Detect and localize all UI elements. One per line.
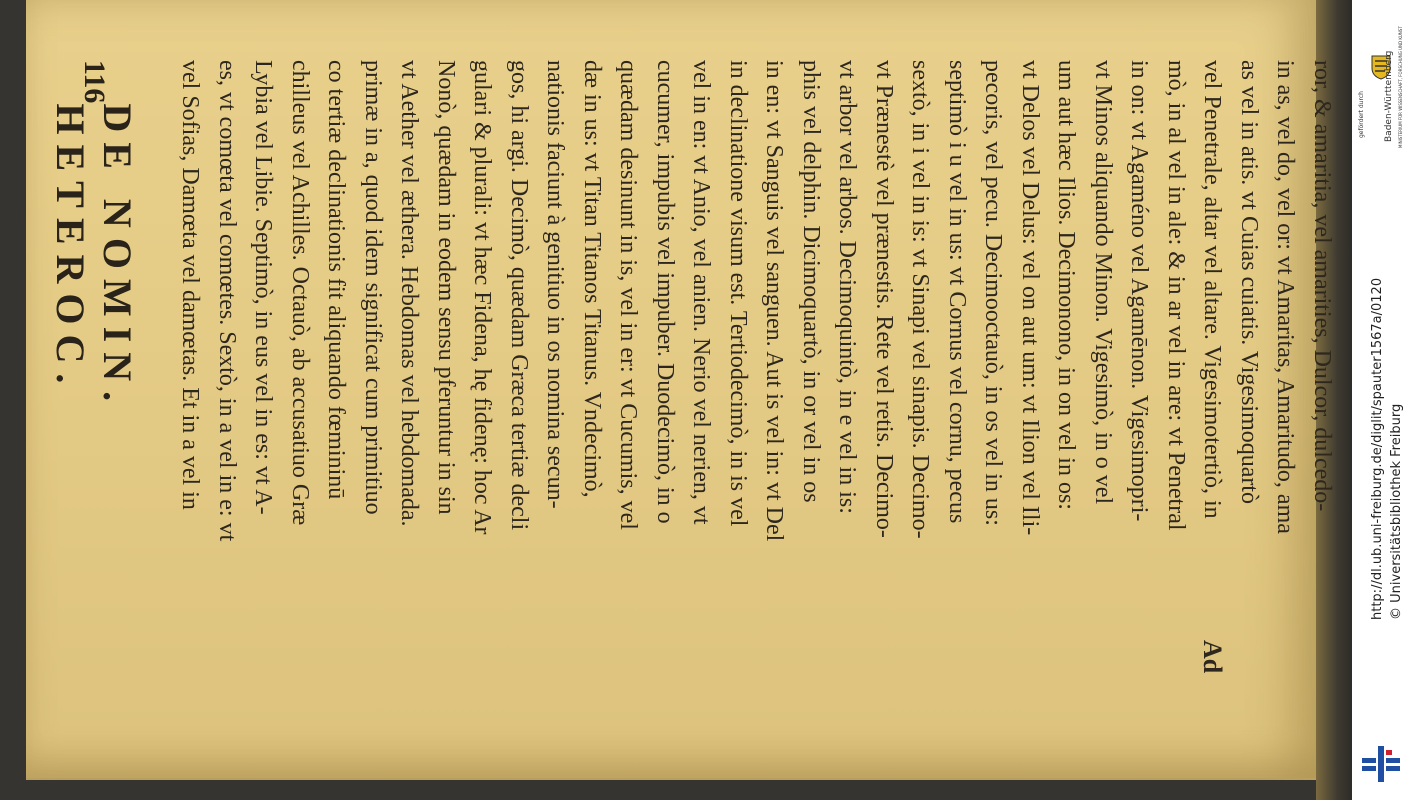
- text-line: pecoris, vel pecu. Decimooctauò, in os vel in us:: [980, 60, 1007, 526]
- text-line: gulari & plurali: vt hæc Fidena, hę fidenę: hoc Ar: [469, 60, 496, 535]
- text-line: sextò, in i vel in is: vt Sinapi vel sinapis. Decimo-: [907, 60, 934, 539]
- rotated-page-content: [27, 0, 1335, 776]
- text-line: in declinatione visum est. Tertiodecimò, in is vel: [725, 60, 751, 527]
- text-line: phis vel delphin. Dicimoquartò, in or vel in os: [798, 60, 824, 503]
- running-head: DE NOMIN. HETEROC.: [48, 103, 140, 412]
- text-line: vt Minos aliquando Minon. Vigesimò, in o vel: [1090, 60, 1116, 505]
- text-line: vt Delos vel Delus: vel on aut um: vt Ilion vel Ili-: [1017, 60, 1043, 536]
- text-line: co tertiæ declinationis fit aliquando fœmininū: [323, 60, 350, 500]
- text-line: es, vt comœta vel comœtes. Sextò, in a vel in e: vt: [214, 60, 240, 542]
- text-line: ror, & amaritia, vel amarities, Dulcor, dulcedo-: [1309, 60, 1335, 512]
- library-logo-icon: [1358, 744, 1404, 784]
- text-line: quædam desinunt in is, vel in er: vt Cucumis, vel: [615, 60, 642, 530]
- text-line: in on: vt Agaméno vel Agamēnon. Vigesimopri-: [1126, 60, 1153, 522]
- text-line: vel Sofias, Damœta vel damœtas. Et in a vel in: [177, 60, 204, 510]
- text-line: in as, vel do, vel or: vt Amaritas, Amaritudo, ama: [1272, 60, 1299, 534]
- text-line: vt Prænestè vel prænestis. Rete vel retis. Decimo-: [871, 60, 897, 538]
- funder-logo: [1354, 26, 1407, 150]
- text-line: Nonò, quædam in eodem sensu pferuntur in sin: [433, 60, 459, 515]
- text-line: primæ in a, quod idem significat cum primitiuo: [360, 60, 386, 515]
- text-line: nationis faciunt à genitiuo in os nomina secun-: [542, 60, 569, 509]
- funder-name: Baden-Württemberg: [1384, 50, 1394, 142]
- text-line: gos, hi argi. Decimò, quædam Græca tertiæ decli: [506, 60, 532, 531]
- text-line: in en: vt Sanguis vel sanguen. Aut is vel in: vt Del: [761, 60, 788, 542]
- funder-ministry: MINISTERIUM FÜR WISSENSCHAFT, FORSCHUNG UND KUNST: [1398, 26, 1403, 148]
- text-line: vt Aether vel æthera. Hebdomas vel hebdomada.: [396, 60, 423, 527]
- text-line: dæ in us: vt Titan Titanos Titanus. Vndecimò,: [579, 60, 605, 498]
- text-line: as vel in atis. vt Cuias cuiatis. Vigesimoquartò: [1236, 60, 1262, 505]
- text-line: mò, in al vel in ale: & in ar vel in are: vt Penetral: [1163, 60, 1189, 531]
- copyright-notice: © Universitätsbibliothek Freiburg: [1389, 403, 1404, 620]
- funder-caption: gefördert durch: [1358, 91, 1365, 138]
- permalink-url[interactable]: http://dl.ub.uni-freiburg.de/diglit/spauter1567a/0120: [1370, 277, 1385, 620]
- text-line: um aut hæc Ilios. Decimonono, in on vel in os:: [1053, 60, 1080, 510]
- text-line: vt arbor vel arbos. Decimoquintò, in e vel in is:: [834, 60, 861, 514]
- text-line: vel in en: vt Anio, vel anien. Nerio vel nerien, vt: [688, 60, 715, 525]
- catchword: Ad: [1198, 640, 1227, 674]
- text-line: vel Penetrale, altar vel altare. Vigesimotertiò, in: [1199, 60, 1226, 519]
- page-header: [48, 60, 140, 750]
- folio-number: 116: [78, 60, 111, 104]
- text-line: chilleus vel Achilles. Octauò, ab accusatiuo Græ: [287, 60, 313, 526]
- text-block: [129, 60, 1335, 750]
- text-line: Lybia vel Libie. Septimò, in eus vel in es: vt A-: [250, 60, 277, 515]
- text-line: cucumer, impubis vel impuber. Duodecimò, in o: [652, 60, 678, 524]
- text-line: septimò i u vel in us: vt Cornus vel cornu, pecus: [944, 60, 970, 524]
